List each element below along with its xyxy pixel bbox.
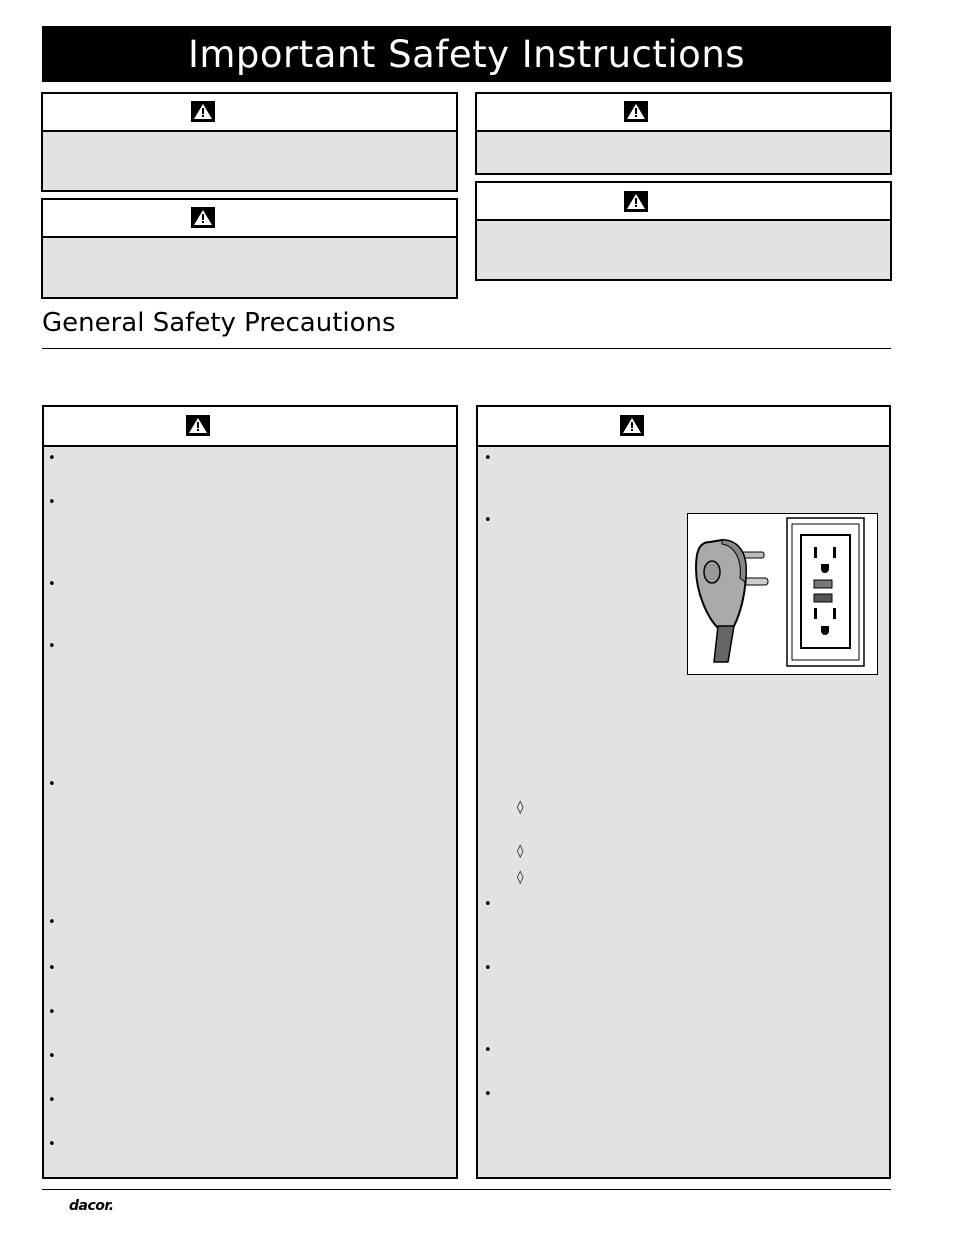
warning-triangle-icon: [186, 415, 210, 436]
sub-bullet-diamond-icon: ◊: [517, 800, 524, 815]
bullet-icon: •: [48, 1137, 56, 1152]
section-heading: General Safety Precautions: [42, 308, 396, 338]
warning-box-top-right-2: [475, 181, 892, 281]
bullet-icon: •: [48, 777, 56, 792]
warning-triangle-icon: [191, 207, 215, 228]
bullet-icon: •: [48, 1093, 56, 1108]
plug-outlet-figure: [687, 513, 878, 675]
bullet-icon: •: [484, 961, 492, 976]
bullet-icon: •: [48, 639, 56, 654]
bullet-icon: •: [48, 577, 56, 592]
bullet-icon: •: [48, 451, 56, 466]
title-banner: [42, 26, 891, 82]
section-divider: [42, 348, 891, 349]
warning-box-top-right-1: [475, 92, 892, 175]
warning-box-top-left-2: [41, 198, 458, 299]
sub-bullet-diamond-icon: ◊: [517, 870, 524, 885]
bullet-icon: •: [48, 1049, 56, 1064]
bullet-icon: •: [48, 961, 56, 976]
page-title: Important Safety Instructions: [187, 32, 746, 76]
bullet-icon: •: [484, 513, 492, 528]
bullet-icon: •: [48, 915, 56, 930]
bullet-icon: •: [484, 897, 492, 912]
warning-box-top-left-1: [41, 92, 458, 192]
plug-and-outlet-illustration: [688, 514, 877, 674]
warning-box-header: [477, 94, 890, 132]
footer-divider: [42, 1189, 891, 1190]
warning-box-header: [43, 94, 456, 132]
warning-box-header: [478, 407, 889, 447]
warning-box-general-left: [42, 405, 458, 1179]
warning-triangle-icon: [624, 191, 648, 212]
warning-box-header: [43, 200, 456, 238]
warning-box-header: [44, 407, 456, 447]
bullet-icon: •: [48, 495, 56, 510]
warning-box-header: [477, 183, 890, 221]
warning-triangle-icon: [620, 415, 644, 436]
bullet-icon: •: [484, 1043, 492, 1058]
bullet-icon: •: [484, 1087, 492, 1102]
sub-bullet-diamond-icon: ◊: [517, 844, 524, 859]
warning-triangle-icon: [191, 101, 215, 122]
bullet-icon: •: [48, 1005, 56, 1020]
warning-triangle-icon: [624, 101, 648, 122]
bullet-icon: •: [484, 451, 492, 466]
brand-logo: dacor.: [69, 1198, 114, 1214]
